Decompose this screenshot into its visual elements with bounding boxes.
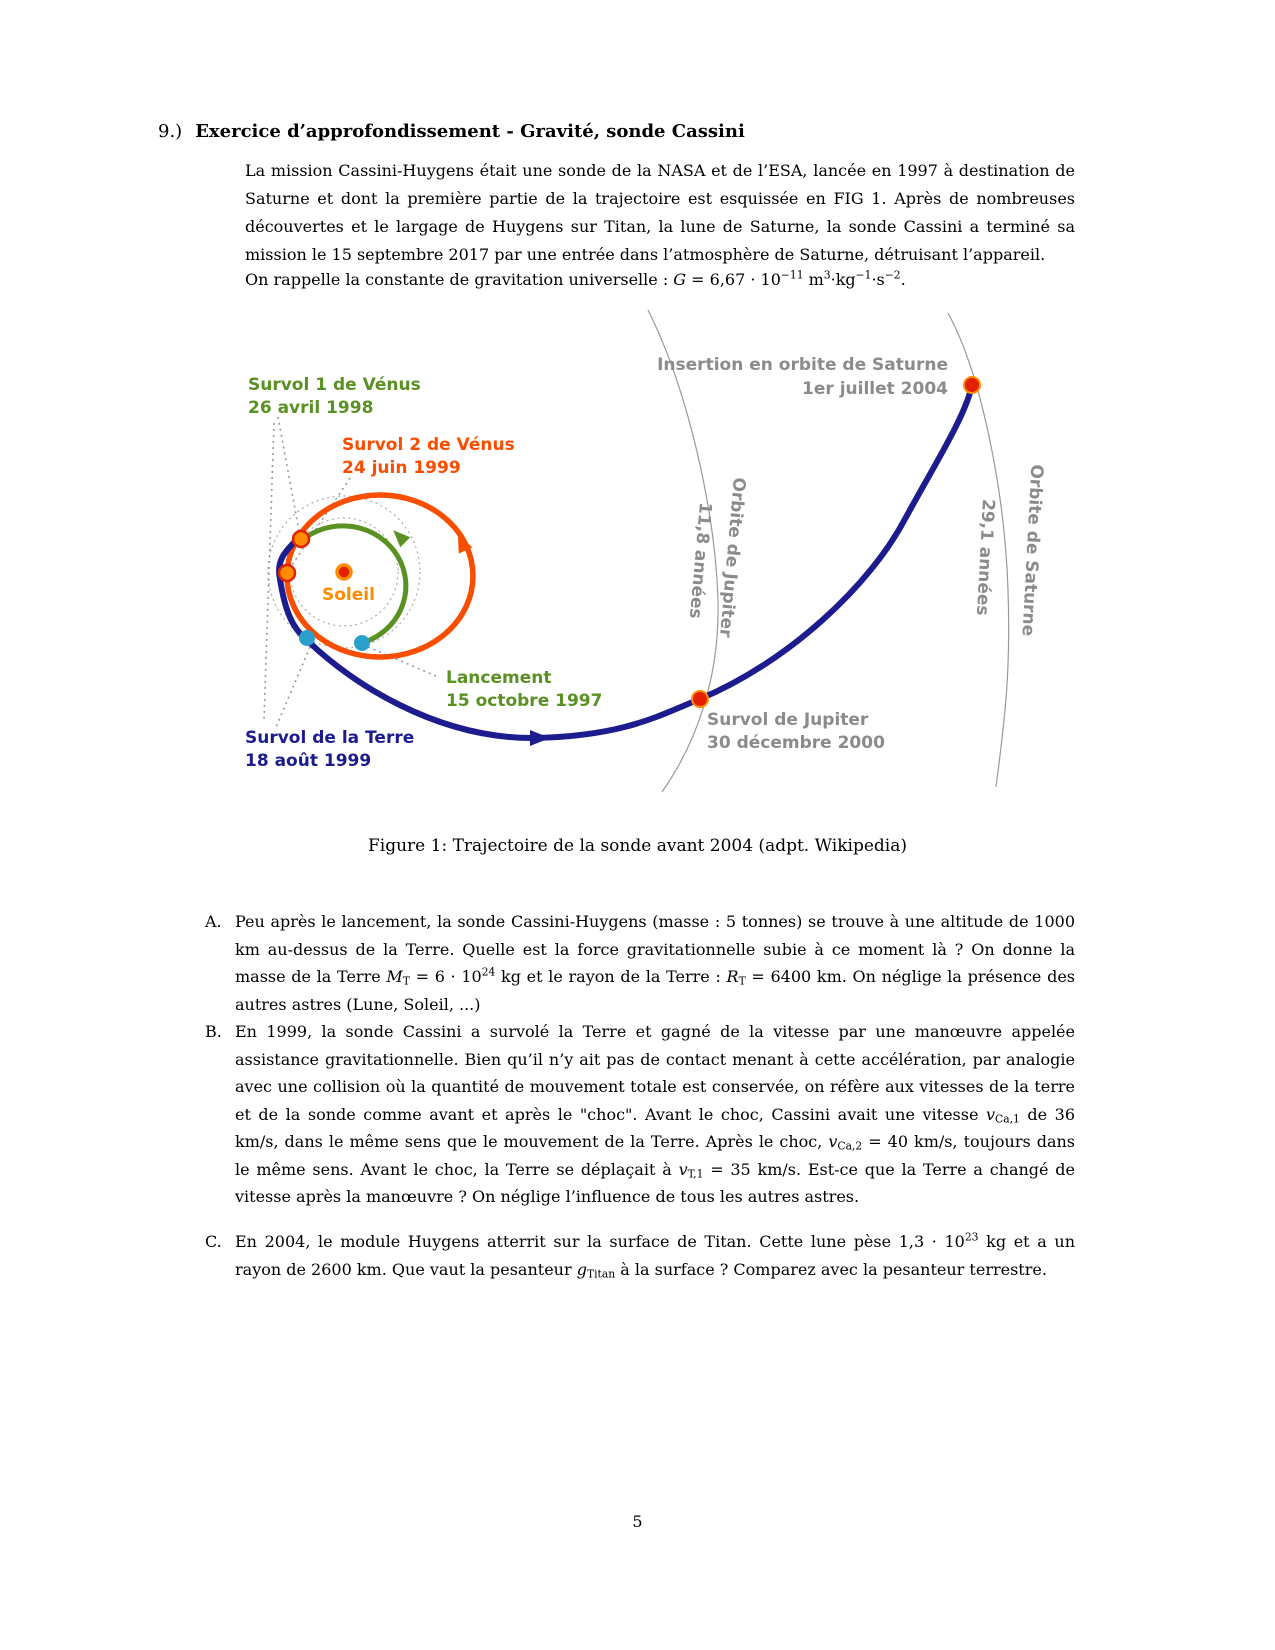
venus1-label-line2: 26 avril 1998 — [248, 398, 374, 418]
saturn-insertion-dot — [964, 377, 980, 393]
venus-flyby2-dot — [279, 565, 295, 581]
venus2-label-line2: 24 juin 1999 — [342, 458, 461, 478]
question-a-label: A. — [205, 912, 222, 931]
exercise-number: 9.) — [158, 121, 183, 142]
question-c-text: En 2004, le module Huygens atterrit sur la surface de Titan. Cette lune pèse $1,3 \cdot 10^{23}$ kg et a un rayon de 2600 km. Que vaut la pesanteur $g_{Titan}$ à la surface ? Comparez avec la pesanteur terrestre. — [235, 1230, 1075, 1281]
jupiter-orbit-label-line2: 11,8 années — [684, 501, 716, 620]
question-c-label: C. — [205, 1232, 222, 1251]
saturn-insertion-label — [657, 355, 948, 399]
jupiter-flyby-label-line2: 30 décembre 2000 — [707, 733, 885, 753]
jupiter-orbit-label — [685, 477, 749, 639]
launch-label-line1: Lancement — [446, 668, 552, 688]
exercise-title: Exercice d’approfondissement - Gravité, sonde Cassini — [195, 121, 745, 142]
earth-flyby-label — [245, 728, 414, 771]
leader-line-venus2 — [292, 478, 350, 565]
sun-dot — [337, 565, 351, 579]
jupiter-flyby-label-line1: Survol de Jupiter — [707, 710, 869, 730]
jupiter-orbit-label-line1: Orbite de Jupiter — [715, 476, 749, 639]
page-number: 5 — [632, 1512, 643, 1531]
question-b-label: B. — [205, 1022, 222, 1041]
venus1-label — [248, 375, 421, 418]
earth-flyby-label-line1: Survol de la Terre — [245, 728, 415, 748]
earth-flyby-label-line2: 18 août 1999 — [245, 751, 372, 771]
venus-flyby1-dot — [293, 531, 309, 547]
intro-paragraph: La mission Cassini-Huygens était une sonde de la NASA et de l’ESA, lancée en 1997 à destination de Saturne et dont la première partie de la trajectoire est esquissée en FIG 1. Après de nombreuses découvertes et le largage de Huygens sur Titan, la lune de Saturne, la sonde Cassini a terminé sa mission le 15 septembre 2017 par une entrée dans l’atmosphère de Saturne, détruisant l’appareil. — [245, 161, 1075, 264]
launch-label-line2: 15 octobre 1997 — [446, 691, 603, 711]
exercise-heading — [158, 121, 745, 142]
question-c — [205, 1228, 1075, 1283]
leader-line-venus1 — [278, 417, 299, 531]
saturn-insertion-label-line1: Insertion en orbite de Saturne — [657, 355, 948, 375]
gravitation-constant-line: On rappelle la constante de gravitation universelle : $G = 6,67 \cdot 10^{-11}$ $m^3\cdot kg^{-1}\cdot s^{-2}$. — [245, 268, 906, 289]
launch-label — [446, 668, 602, 711]
leader-line-earth — [276, 647, 310, 727]
jupiter-flyby-dot — [692, 691, 708, 707]
question-b-text: En 1999, la sonde Cassini a survolé la Terre et gagné de la vitesse par une manœuvre appelée assistance gravitationnelle. Bien qu’il n’y ait pas de contact menant à cette accélération, par analogie avec une collision où la quantité de mouvement totale est conservée, on réfère aux vitesses de la terre et de la sonde comme avant et après le "choc". Avant le choc, Cassini avait une vitesse $v_{Ca,1}$ de 36 km/s, dans le même sens que le mouvement de la Terre. Après le choc, $v_{Ca,2} = 40$ km/s, toujours dans le même sens. Avant le choc, la Terre se déplaçait à $v_{T,1} = 35$ km/s. Est-ce que la Terre a changé de vitesse après la manœuvre ? On néglige l’influence de tous les autres astres. — [235, 1022, 1076, 1206]
venus1-label-line1: Survol 1 de Vénus — [248, 375, 421, 395]
leader-line-launch — [368, 647, 436, 676]
leader-line-left-long — [264, 423, 274, 720]
saturn-insertion-label-line2: 1er juillet 2004 — [802, 379, 948, 399]
earth-flyby-dot — [299, 630, 315, 646]
sun-label: Soleil — [322, 585, 375, 605]
question-a — [205, 908, 1075, 1018]
jupiter-flyby-label — [707, 710, 885, 753]
saturn-orbit-label-line2: 29,1 années — [971, 498, 999, 617]
trajectory-figure — [230, 295, 1050, 795]
venus2-label-line1: Survol 2 de Vénus — [342, 435, 515, 455]
question-a-text: Peu après le lancement, la sonde Cassini-Huygens (masse : 5 tonnes) se trouve à une altitude de 1000 km au-dessus de la Terre. Quelle est la force gravitationnelle subie à ce moment là ? On donne la masse de la Terre $M_T = 6 \cdot 10^{24}$ kg et le rayon de la Terre : $R_T = 6400$ km. On néglige la présence des autres astres (Lune, Soleil, ...) — [235, 912, 1076, 1014]
saturn-orbit-label-line1: Orbite de Saturne — [1017, 463, 1047, 637]
venus2-label — [342, 435, 515, 478]
saturn-orbit-label — [972, 464, 1047, 637]
question-b — [205, 1018, 1075, 1211]
trajectory-arrowhead-icon — [530, 730, 550, 746]
launch-dot — [354, 635, 370, 651]
figure-caption: Figure 1: Trajectoire de la sonde avant 2004 (adpt. Wikipedia) — [367, 836, 907, 856]
